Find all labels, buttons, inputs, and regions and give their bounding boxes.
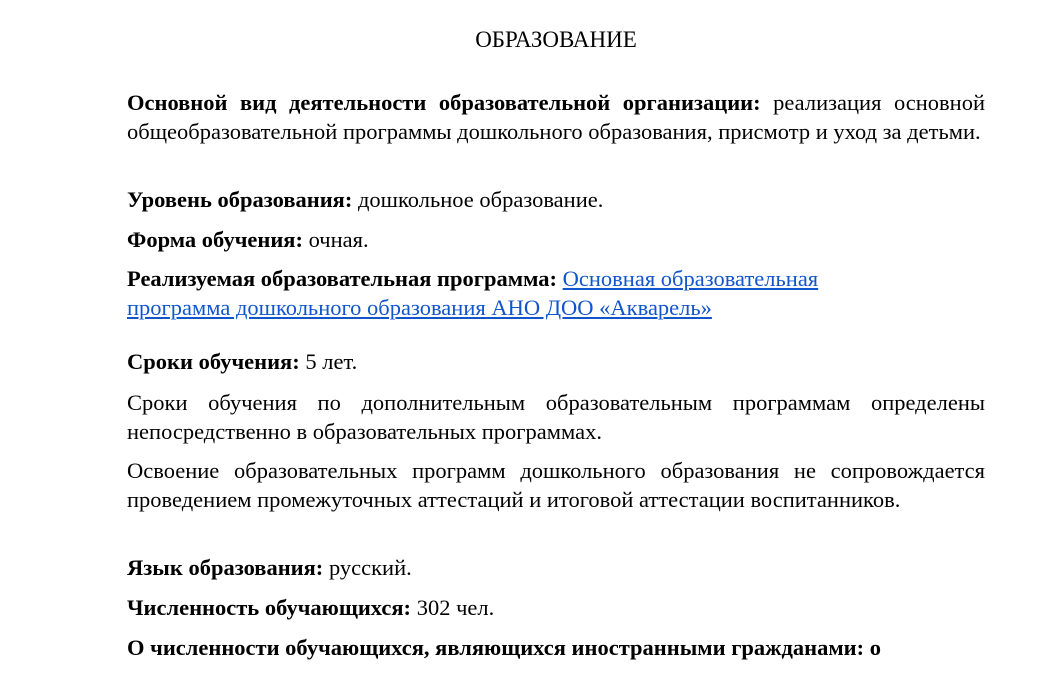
duration-paragraph (127, 347, 985, 376)
form-paragraph (127, 225, 985, 254)
activity-value: реализация основной общеобразовательной программы дошкольного образования, присмотр и уход за детьми. (127, 90, 985, 144)
students-label: Численность обучающихся: (127, 595, 412, 620)
students-value: 302 чел. (416, 595, 495, 620)
program-label: Реализуемая образовательная программа: (127, 266, 558, 291)
students-paragraph (127, 593, 985, 622)
level-paragraph (127, 185, 985, 214)
activity-paragraph (127, 88, 985, 146)
language-label: Язык образования: (127, 555, 324, 580)
language-value: русский. (328, 555, 412, 580)
language-paragraph (127, 553, 985, 582)
foreign-students-paragraph (127, 633, 985, 662)
duration-value: 5 лет. (305, 349, 358, 374)
activity-label: Основной вид деятельности образовательной организации: (127, 90, 761, 115)
page-title: ОБРАЗОВАНИЕ (475, 27, 637, 52)
duration-label: Сроки обучения: (127, 349, 300, 374)
program-paragraph (127, 264, 927, 322)
level-value: дошкольное образование. (357, 187, 604, 212)
duration-note: Сроки обучения по дополнительным образовательным программам определены непосредственно в образовательных программах. (127, 390, 985, 444)
attestation-note: Освоение образовательных программ дошкольного образования не сопровождается проведением промежуточных аттестаций и итоговой аттестации воспитанников. (127, 458, 985, 512)
form-label: Форма обучения: (127, 227, 303, 252)
level-label: Уровень образования: (127, 187, 353, 212)
form-value: очная. (308, 227, 369, 252)
program-link[interactable]: Основная образовательная программа дошкольного образования АНО ДОО «Акварель» (127, 266, 819, 320)
foreign-students-label: О численности обучающихся, являющихся иностранными гражданами: о (127, 635, 882, 660)
